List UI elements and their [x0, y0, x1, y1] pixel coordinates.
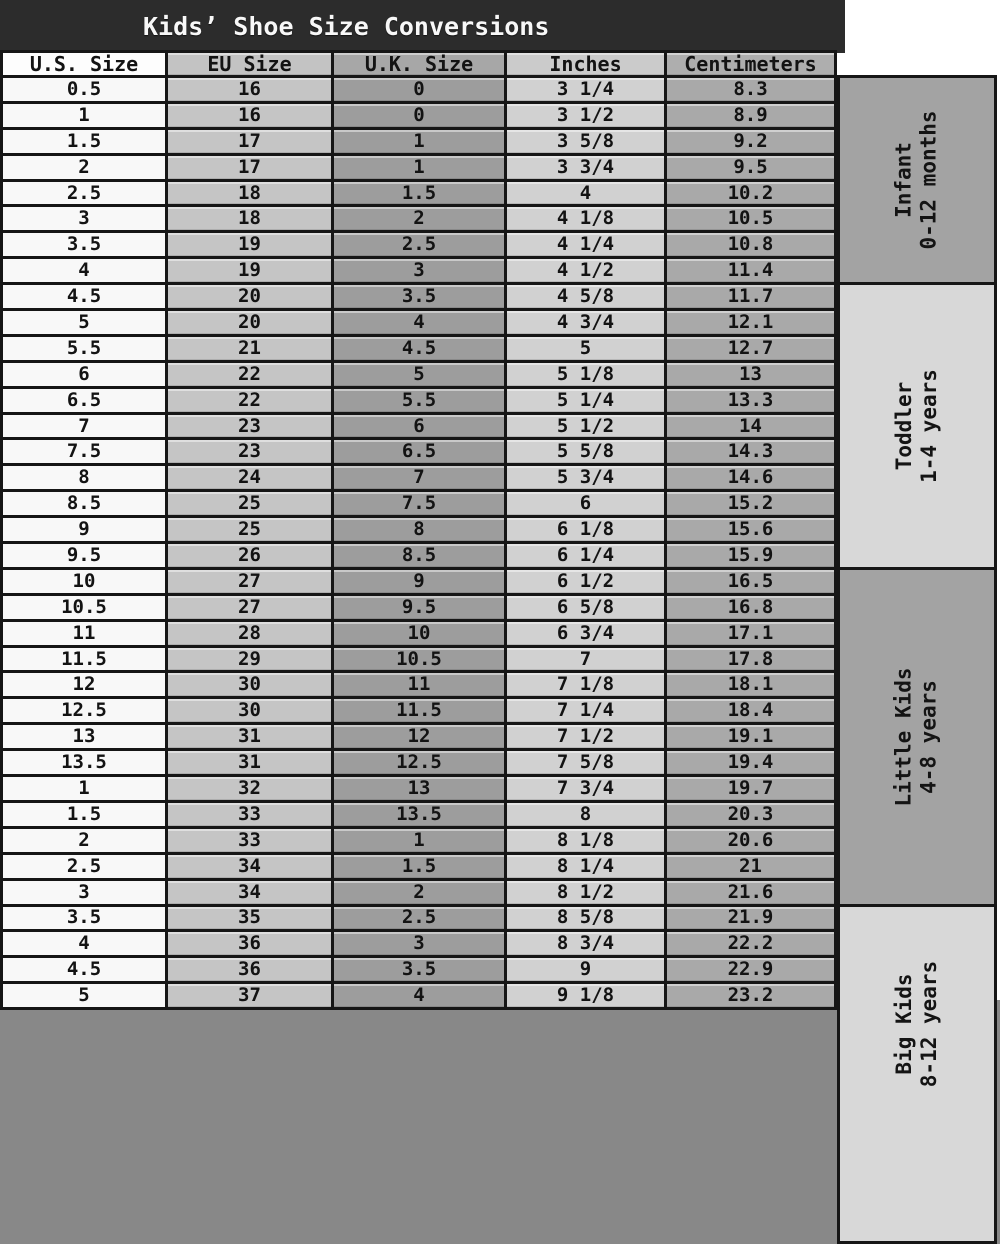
table-cell: 9.2: [667, 130, 834, 153]
table-cell: 27: [168, 570, 331, 593]
title-bar: [0, 0, 845, 53]
age-group-label: [892, 961, 942, 1087]
table-cell: 4.5: [334, 337, 504, 360]
table-cell: 5 1/8: [507, 363, 664, 386]
table-cell: 17: [168, 156, 331, 179]
table-cell: 18: [168, 207, 331, 230]
table-cell: 33: [168, 829, 331, 852]
table-cell: 1: [334, 829, 504, 852]
table-cell: 11.4: [667, 259, 834, 282]
table-cell: 3: [3, 881, 165, 904]
table-cell: 7: [3, 415, 165, 438]
table-cell: 3: [334, 259, 504, 282]
table-cell: 9.5: [334, 596, 504, 619]
table-cell: 25: [168, 492, 331, 515]
table-cell: 8: [507, 803, 664, 826]
table-cell: 2: [3, 829, 165, 852]
table-cell: 12.1: [667, 311, 834, 334]
table-cell: 2.5: [334, 907, 504, 930]
table-cell: 7 1/8: [507, 673, 664, 696]
table-cell: 0: [334, 78, 504, 101]
table-cell: 5: [3, 984, 165, 1007]
table-cell: 23: [168, 440, 331, 463]
table-cell: 5 1/2: [507, 415, 664, 438]
table-cell: 35: [168, 907, 331, 930]
table-cell: 10.5: [334, 648, 504, 671]
table-cell: 3 1/2: [507, 104, 664, 127]
table-cell: 9.5: [3, 544, 165, 567]
table-cell: 1: [3, 104, 165, 127]
table-cell: 4.5: [3, 285, 165, 308]
table-cell: 3 5/8: [507, 130, 664, 153]
table-cell: 5: [334, 363, 504, 386]
table-cell: 28: [168, 622, 331, 645]
table-cell: 16: [168, 104, 331, 127]
table-cell: 16.5: [667, 570, 834, 593]
table-cell: 3 3/4: [507, 156, 664, 179]
table-cell: 4 1/8: [507, 207, 664, 230]
table-cell: 19.1: [667, 725, 834, 748]
table-cell: 5 5/8: [507, 440, 664, 463]
table-cell: 4.5: [3, 958, 165, 981]
age-group-label: [892, 667, 942, 806]
table-cell: 12: [3, 673, 165, 696]
table-cell: 25: [168, 518, 331, 541]
table-cell: 16: [168, 78, 331, 101]
table-cell: 10: [3, 570, 165, 593]
table-cell: 4 3/4: [507, 311, 664, 334]
table-cell: 2: [3, 156, 165, 179]
table-cell: 30: [168, 699, 331, 722]
table-cell: 1: [334, 130, 504, 153]
table-cell: 15.6: [667, 518, 834, 541]
table-cell: 36: [168, 958, 331, 981]
table-cell: 6: [334, 415, 504, 438]
age-group-toddler: [837, 282, 997, 570]
table-cell: 13.3: [667, 389, 834, 412]
table-cell: 13.5: [334, 803, 504, 826]
table-cell: 5 3/4: [507, 466, 664, 489]
column-header-us-size: U.S. Size: [3, 53, 165, 75]
table-cell: 17.1: [667, 622, 834, 645]
age-group-little-kids: [837, 567, 997, 907]
table-cell: 13.5: [3, 751, 165, 774]
table-cell: 17.8: [667, 648, 834, 671]
table-cell: 16.8: [667, 596, 834, 619]
table-cell: 3: [3, 207, 165, 230]
table-cell: 5.5: [334, 389, 504, 412]
table-cell: 4 1/4: [507, 233, 664, 256]
table-cell: 20.3: [667, 803, 834, 826]
table-cell: 14.3: [667, 440, 834, 463]
table-cell: 8: [334, 518, 504, 541]
table-cell: 6.5: [3, 389, 165, 412]
table-cell: 3 1/4: [507, 78, 664, 101]
table-cell: 4 5/8: [507, 285, 664, 308]
age-group-range: 4-8 years: [916, 680, 941, 794]
table-cell: 6.5: [334, 440, 504, 463]
table-cell: 18.4: [667, 699, 834, 722]
table-cell: 12.5: [3, 699, 165, 722]
age-group-name: Big Kids: [892, 973, 916, 1075]
age-group-big-kids: [837, 904, 997, 1244]
table-cell: 1.5: [334, 182, 504, 205]
table-cell: 12.5: [334, 751, 504, 774]
table-cell: 2: [334, 881, 504, 904]
age-group-name: Toddler: [891, 381, 916, 471]
table-cell: 34: [168, 855, 331, 878]
age-group-infant: [837, 75, 997, 285]
table-cell: 4: [334, 984, 504, 1007]
table-cell: 17: [168, 130, 331, 153]
table-cell: 5.5: [3, 337, 165, 360]
table-cell: 34: [168, 881, 331, 904]
table-cell: 23: [168, 415, 331, 438]
table-cell: 11.5: [334, 699, 504, 722]
table-cell: 14.6: [667, 466, 834, 489]
table-cell: 19.4: [667, 751, 834, 774]
table-cell: 3.5: [3, 907, 165, 930]
table-cell: 22.9: [667, 958, 834, 981]
table-cell: 7.5: [334, 492, 504, 515]
table-cell: 15.2: [667, 492, 834, 515]
table-cell: 12: [334, 725, 504, 748]
table-cell: 29: [168, 648, 331, 671]
table-cell: 21: [168, 337, 331, 360]
table-cell: 6 5/8: [507, 596, 664, 619]
table-cell: 1.5: [3, 130, 165, 153]
table-cell: 20: [168, 285, 331, 308]
table-cell: 3.5: [334, 285, 504, 308]
table-cell: 6 1/4: [507, 544, 664, 567]
table-cell: 8.3: [667, 78, 834, 101]
column-header-eu-size: EU Size: [168, 53, 331, 75]
table-cell: 10.5: [3, 596, 165, 619]
table-cell: 6: [3, 363, 165, 386]
age-group-label: [892, 369, 942, 483]
table-cell: 7 1/4: [507, 699, 664, 722]
table-cell: 3.5: [334, 958, 504, 981]
table-cell: 9: [334, 570, 504, 593]
table-cell: 11.7: [667, 285, 834, 308]
column-header-centimeters: Centimeters: [667, 53, 834, 75]
table-cell: 9: [507, 958, 664, 981]
table-cell: 3: [334, 932, 504, 955]
table-cell: 13: [334, 777, 504, 800]
table-cell: 7: [334, 466, 504, 489]
table-cell: 10: [334, 622, 504, 645]
table-cell: 2.5: [3, 182, 165, 205]
table-cell: 5 1/4: [507, 389, 664, 412]
table-cell: 21.9: [667, 907, 834, 930]
table-cell: 7 1/2: [507, 725, 664, 748]
table-cell: 4: [334, 311, 504, 334]
table-cell: 10.2: [667, 182, 834, 205]
table-cell: 4: [3, 259, 165, 282]
table-cell: 13: [3, 725, 165, 748]
table-cell: 1.5: [334, 855, 504, 878]
age-group-label: [892, 110, 942, 249]
table-cell: 7 5/8: [507, 751, 664, 774]
table-cell: 7: [507, 648, 664, 671]
table-cell: 3.5: [3, 233, 165, 256]
table-cell: 8.9: [667, 104, 834, 127]
age-group-range: 8-12 years: [917, 960, 941, 1088]
table-cell: 37: [168, 984, 331, 1007]
table-cell: 19.7: [667, 777, 834, 800]
table-cell: 12.7: [667, 337, 834, 360]
table-cell: 6 1/8: [507, 518, 664, 541]
table-cell: 18.1: [667, 673, 834, 696]
table-cell: 2.5: [334, 233, 504, 256]
table-cell: 22: [168, 363, 331, 386]
table-cell: 32: [168, 777, 331, 800]
table-cell: 6 3/4: [507, 622, 664, 645]
age-group-range: 1-4 years: [916, 369, 941, 483]
table-cell: 0: [334, 104, 504, 127]
table-cell: 7 3/4: [507, 777, 664, 800]
table-cell: 30: [168, 673, 331, 696]
table-cell: 1.5: [3, 803, 165, 826]
table-cell: 8 1/2: [507, 881, 664, 904]
table-cell: 19: [168, 259, 331, 282]
table-cell: 0.5: [3, 78, 165, 101]
table-cell: 4: [3, 932, 165, 955]
table-cell: 31: [168, 751, 331, 774]
table-cell: 7.5: [3, 440, 165, 463]
table-cell: 8 3/4: [507, 932, 664, 955]
table-cell: 19: [168, 233, 331, 256]
table-cell: 8.5: [334, 544, 504, 567]
table-cell: 6 1/2: [507, 570, 664, 593]
table-cell: 2.5: [3, 855, 165, 878]
table-cell: 20.6: [667, 829, 834, 852]
table-cell: 1: [3, 777, 165, 800]
table-cell: 14: [667, 415, 834, 438]
table-cell: 20: [168, 311, 331, 334]
table-cell: 11: [334, 673, 504, 696]
table-cell: 13: [667, 363, 834, 386]
age-group-name: Little Kids: [891, 667, 916, 807]
table-cell: 11: [3, 622, 165, 645]
table-cell: 21.6: [667, 881, 834, 904]
table-cell: 26: [168, 544, 331, 567]
table-cell: 10.5: [667, 207, 834, 230]
table-cell: 1: [334, 156, 504, 179]
age-group-range: 0-12 months: [916, 110, 941, 250]
table-cell: 5: [3, 311, 165, 334]
table-cell: 8.5: [3, 492, 165, 515]
table-cell: 9.5: [667, 156, 834, 179]
table-cell: 8: [3, 466, 165, 489]
table-cell: 24: [168, 466, 331, 489]
table-cell: 18: [168, 182, 331, 205]
age-group-name: Infant: [891, 142, 916, 218]
conversion-table: [0, 50, 837, 1010]
page-title: Kids’ Shoe Size Conversions: [143, 12, 550, 41]
table-cell: 11.5: [3, 648, 165, 671]
table-cell: 6: [507, 492, 664, 515]
table-cell: 2: [334, 207, 504, 230]
table-cell: 9 1/8: [507, 984, 664, 1007]
table-cell: 5: [507, 337, 664, 360]
table-cell: 9: [3, 518, 165, 541]
table-cell: 22: [168, 389, 331, 412]
table-cell: 4 1/2: [507, 259, 664, 282]
table-cell: 15.9: [667, 544, 834, 567]
table-cell: 22.2: [667, 932, 834, 955]
table-cell: 4: [507, 182, 664, 205]
table-cell: 8 1/8: [507, 829, 664, 852]
column-header-inches: Inches: [507, 53, 664, 75]
table-cell: 31: [168, 725, 331, 748]
table-cell: 10.8: [667, 233, 834, 256]
table-cell: 33: [168, 803, 331, 826]
table-cell: 8 5/8: [507, 907, 664, 930]
table-cell: 27: [168, 596, 331, 619]
table-cell: 21: [667, 855, 834, 878]
table-cell: 8 1/4: [507, 855, 664, 878]
table-cell: 36: [168, 932, 331, 955]
table-cell: 23.2: [667, 984, 834, 1007]
column-header-uk-size: U.K. Size: [334, 53, 504, 75]
